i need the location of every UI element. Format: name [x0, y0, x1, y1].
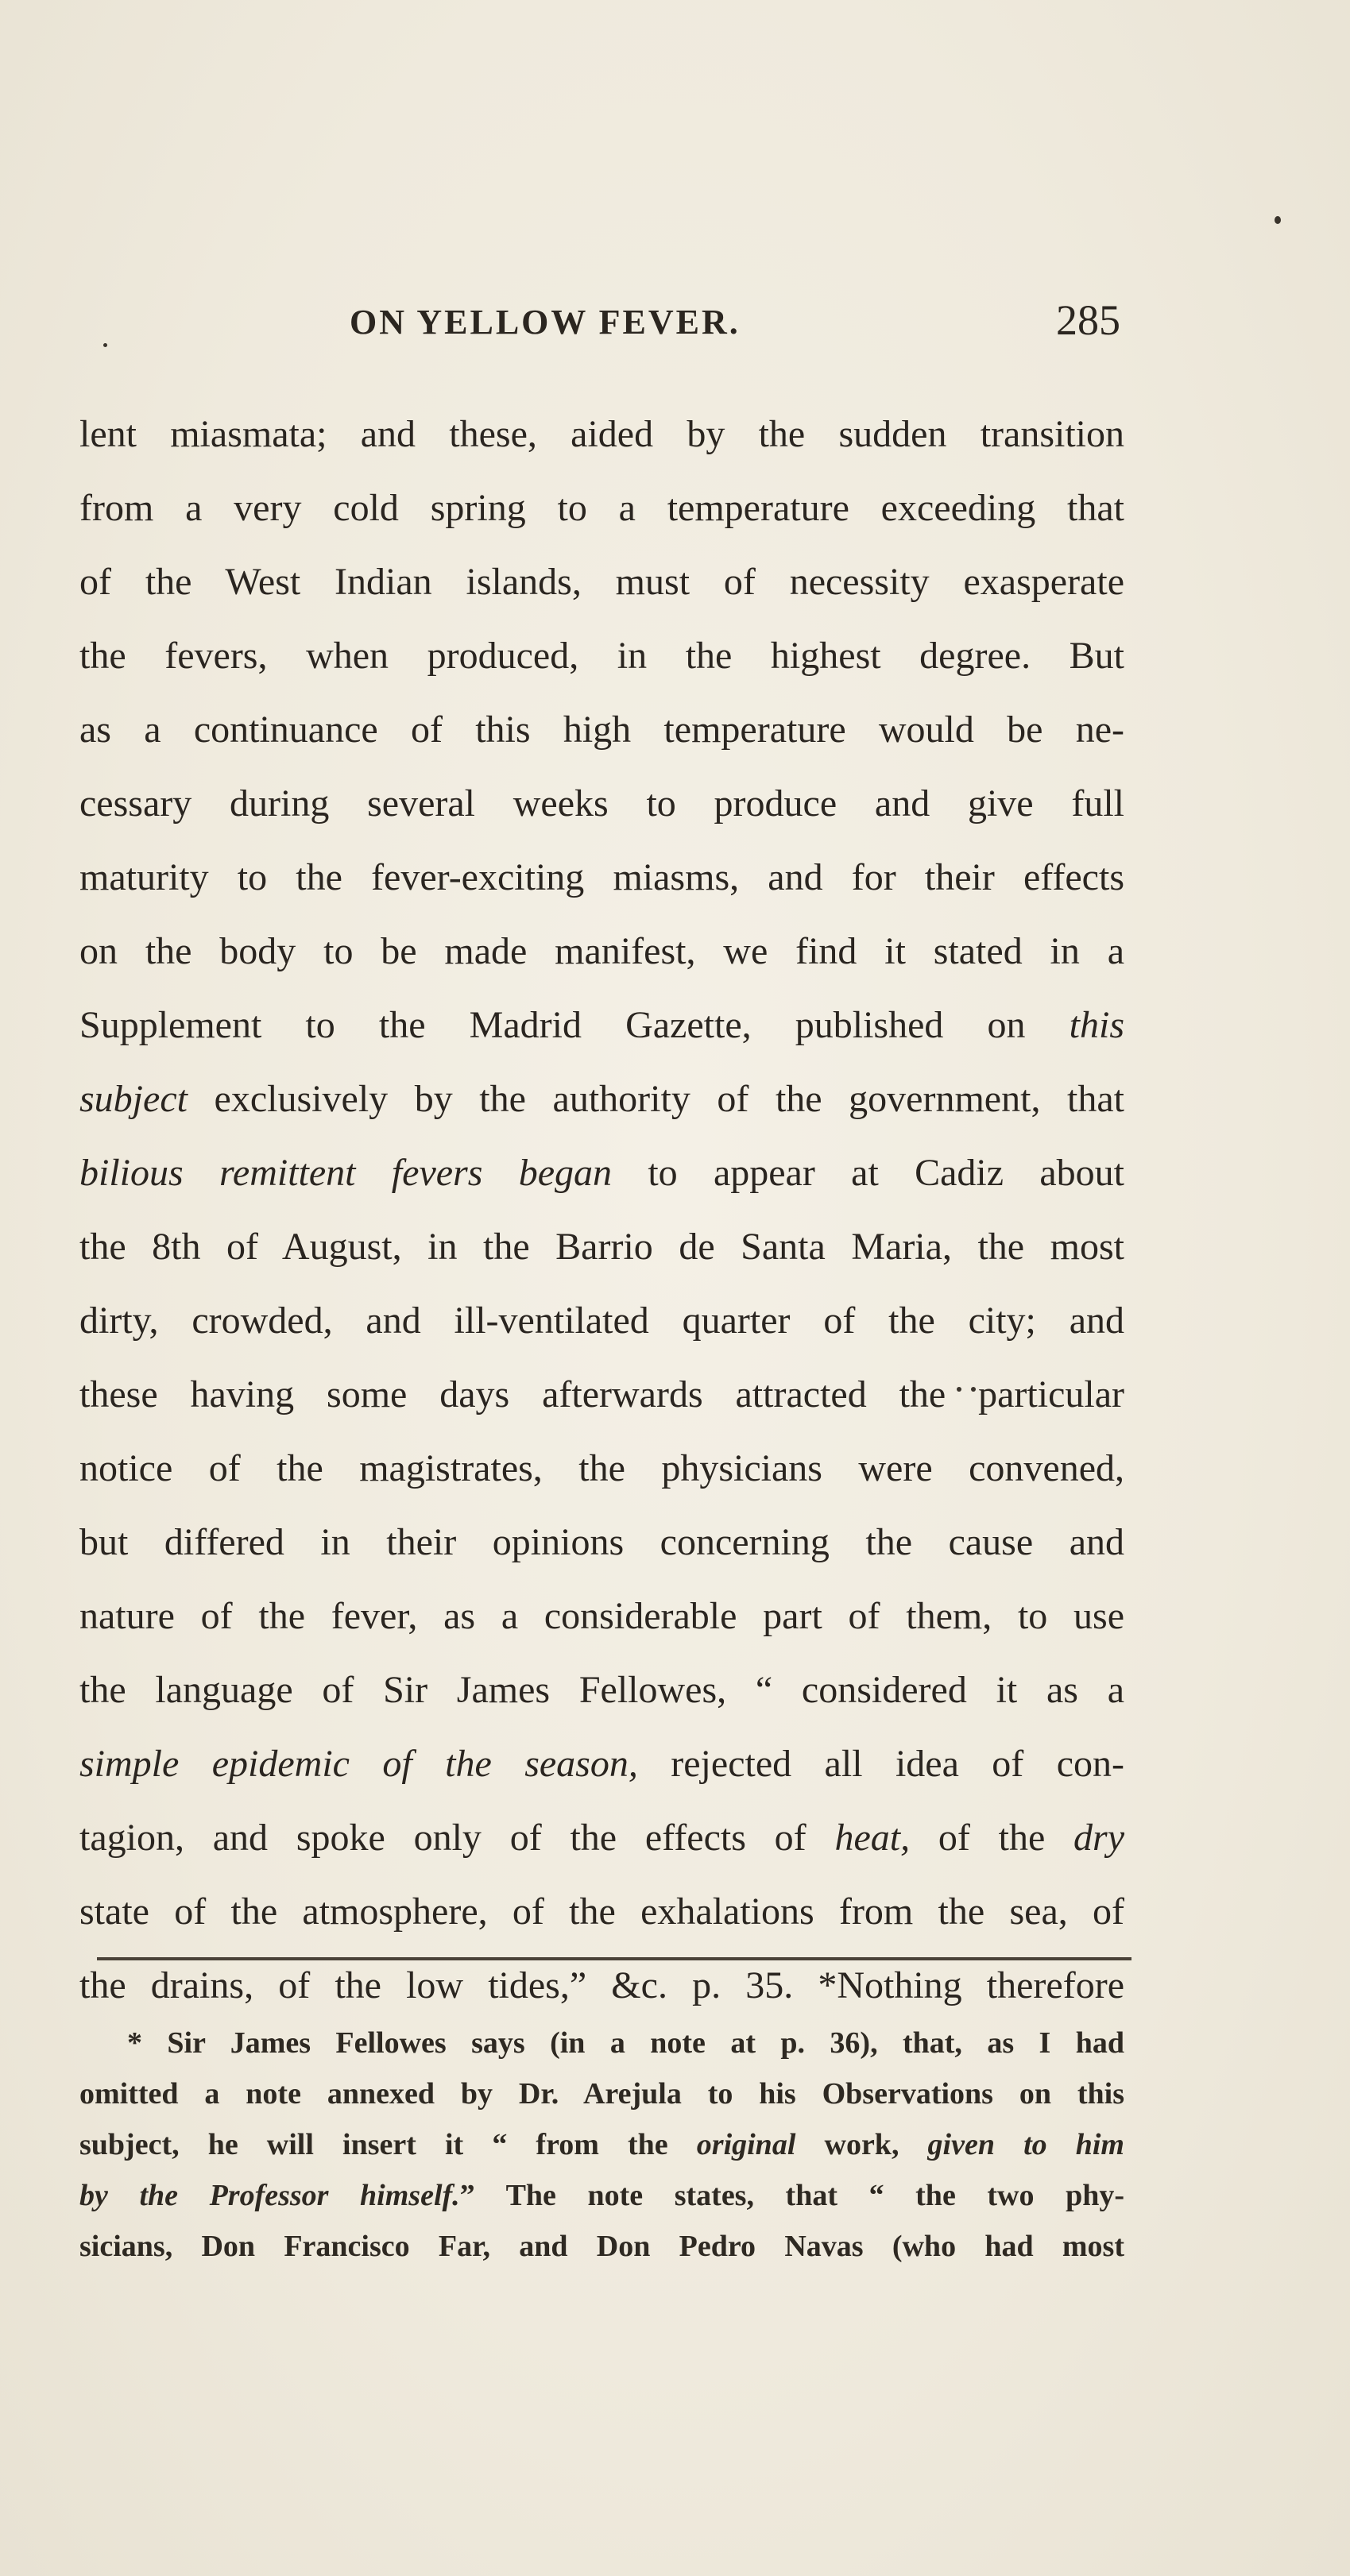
italic-text: dry	[1073, 1817, 1125, 1859]
text-run: * Sir James Fellowes says (in a note at p. 36), that, as I had	[127, 2026, 1124, 2060]
text-line	[79, 693, 1124, 767]
italic-text: given to him	[927, 2128, 1124, 2161]
text-line	[79, 1801, 1124, 1875]
footnote-line	[79, 2119, 1124, 2170]
text-run: the 8th of August, in the Barrio de Santa Maria, the most	[79, 1226, 1124, 1268]
text-run: ” The note states, that “ the two phy-	[459, 2179, 1124, 2212]
text-run: exclusively by the authority of the government, that	[187, 1078, 1124, 1120]
text-run: these having some days afterwards attracted the particular	[79, 1373, 1124, 1415]
text-run: sicians, Don Francisco Far, and Don Pedro Navas (who had most	[79, 2230, 1124, 2263]
footnote-line	[79, 2018, 1124, 2068]
italic-text: original	[696, 2128, 796, 2161]
text-line	[79, 1875, 1124, 1948]
text-run: the fevers, when produced, in the highest degree. But	[79, 635, 1124, 677]
text-run: notice of the magistrates, the physicians were convened,	[79, 1447, 1124, 1489]
text-line	[79, 1727, 1124, 1801]
page-header	[79, 295, 1120, 359]
text-run: dirty, crowded, and ill-ventilated quarter of the city; and	[79, 1300, 1124, 1342]
footnote-line	[79, 2068, 1124, 2119]
italic-text: simple epidemic of the season,	[79, 1743, 638, 1785]
text-run: from a very cold spring to a temperature exceeding that	[79, 487, 1124, 529]
text-line	[79, 988, 1124, 1062]
text-line	[79, 914, 1124, 988]
text-line	[79, 471, 1124, 545]
footnote-line	[79, 2221, 1124, 2272]
text-run: omitted a note annexed by Dr. Arejula to his Observations on this	[79, 2077, 1124, 2111]
text-line	[79, 1062, 1124, 1136]
running-title: ON YELLOW FEVER.	[350, 303, 741, 342]
italic-text: heat,	[834, 1817, 911, 1859]
text-line	[79, 619, 1124, 693]
italic-text: by the Professor himself.	[79, 2179, 460, 2212]
footnote-rule	[97, 1957, 1131, 1960]
text-run: maturity to the fever-exciting miasms, and for their effects	[79, 856, 1124, 898]
footnote-line	[79, 2170, 1124, 2221]
text-run: the language of Sir James Fellowes, “ considered it as a	[79, 1669, 1124, 1711]
italic-text: this	[1069, 1004, 1124, 1046]
text-run: as a continuance of this high temperature would be ne-	[79, 709, 1124, 751]
italic-text: subject	[79, 1078, 188, 1120]
text-line	[79, 1505, 1124, 1579]
text-line	[79, 1431, 1124, 1505]
text-line	[79, 1653, 1124, 1727]
text-line	[79, 840, 1124, 914]
text-run: of the West Indian islands, must of necessity exasperate	[79, 561, 1124, 603]
text-run: lent miasmata; and these, aided by the sudden transition	[79, 413, 1124, 455]
text-line	[79, 767, 1124, 840]
text-run: state of the atmosphere, of the exhalations from the sea, of	[79, 1890, 1124, 1933]
footnote	[79, 2018, 1124, 2272]
text-line	[79, 1136, 1124, 1210]
text-line	[79, 1579, 1124, 1653]
body-text	[79, 397, 1124, 2022]
text-run: the drains, of the low tides,” &c. p. 35. *Nothing therefore	[79, 1964, 1124, 2006]
ink-speck	[1275, 216, 1281, 224]
text-run: tagion, and spoke only of the effects of	[79, 1817, 835, 1859]
italic-text: bilious remittent fevers began	[79, 1152, 613, 1194]
text-run: on the body to be made manifest, we find it stated in a	[79, 930, 1124, 972]
text-line	[79, 1284, 1124, 1358]
text-line	[79, 1210, 1124, 1284]
text-run: subject, he will insert it “ from the	[79, 2128, 697, 2161]
text-run: but differed in their opinions concerning the cause and	[79, 1521, 1124, 1563]
text-run: nature of the fever, as a considerable part of them, to use	[79, 1595, 1124, 1637]
text-line	[79, 1358, 1124, 1431]
text-line	[79, 545, 1124, 619]
text-run: work,	[795, 2128, 928, 2161]
text-run: Supplement to the Madrid Gazette, published on	[79, 1004, 1070, 1046]
text-run: rejected all idea of con-	[637, 1743, 1124, 1785]
text-run: cessary during several weeks to produce and give full	[79, 782, 1124, 825]
page-number: 285	[1056, 296, 1120, 344]
text-line	[79, 397, 1124, 471]
text-run: of the	[910, 1817, 1074, 1859]
text-run: to appear at Cadiz about	[612, 1152, 1124, 1194]
